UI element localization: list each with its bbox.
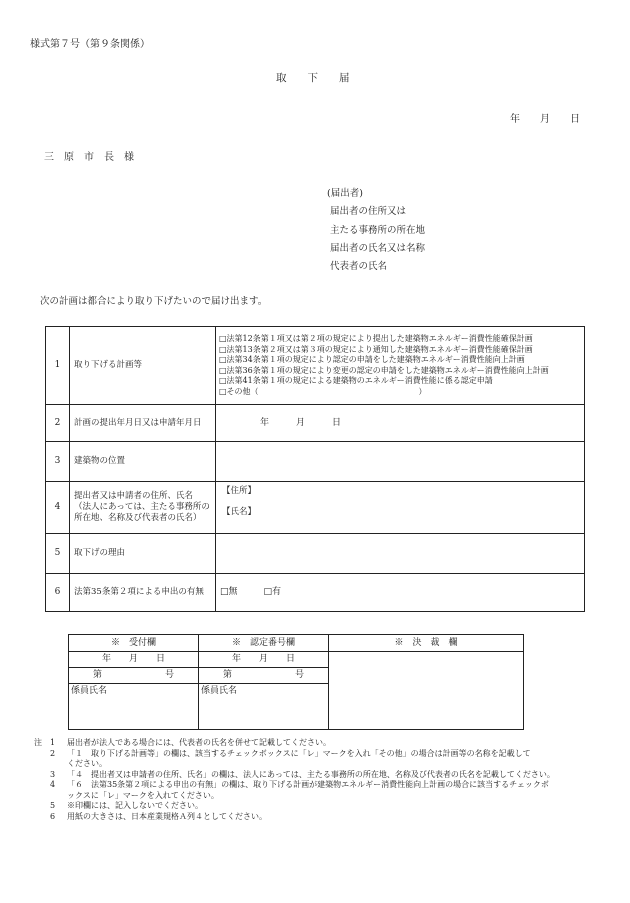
note-number: 1 bbox=[50, 738, 56, 747]
applicant-name-label: 届出者の氏名又は名称 bbox=[330, 243, 426, 254]
note-item bbox=[50, 738, 610, 749]
row-number: 5 bbox=[46, 534, 70, 574]
table-row bbox=[46, 534, 585, 574]
row-label-submission-date: 計画の提出年月日又は申請年月日 bbox=[70, 405, 216, 442]
row-number: 4 bbox=[46, 482, 70, 534]
note-number: 3 bbox=[50, 769, 56, 779]
approval-header: ※ 決 裁 欄 bbox=[329, 635, 524, 652]
reception-date: 年 月 日 bbox=[69, 652, 199, 668]
row-label-plans: 取り下げる計画等 bbox=[70, 327, 216, 405]
building-location-field[interactable] bbox=[216, 442, 585, 482]
option-plan-article-12[interactable]: □法第12条第１項又は第２項の規定により提出した建築物エネルギー消費性能確保計画 bbox=[219, 334, 533, 343]
note-item bbox=[50, 749, 610, 770]
note-item bbox=[50, 780, 610, 801]
table-row bbox=[46, 574, 585, 612]
applicant-office-label: 主たる事務所の所在地 bbox=[330, 225, 426, 236]
address-label: 【住所】 bbox=[222, 486, 257, 496]
note-number: 2 bbox=[50, 748, 56, 758]
checkbox-no[interactable]: □無 bbox=[220, 587, 238, 597]
note-line: ックスに「レ」マークを入れてください。 bbox=[67, 790, 219, 800]
note-line: ください。 bbox=[67, 759, 107, 768]
submission-date-field[interactable]: 年 月 日 bbox=[216, 405, 585, 442]
option-plan-article-36[interactable]: □法第36条第１項の規定により変更の認定の申請をした建築物エネルギー消費性能向上計画 bbox=[219, 365, 549, 375]
checkbox-yes[interactable]: □有 bbox=[263, 587, 282, 597]
option-plan-other[interactable]: □その他（ ） bbox=[219, 386, 427, 396]
reception-header: ※ 受付欄 bbox=[69, 635, 199, 652]
table-row bbox=[46, 327, 585, 405]
option-plan-article-34[interactable]: □法第34条第１項の規定により認定の申請をした建築物エネルギー消費性能向上計画 bbox=[219, 355, 525, 364]
applicant-representative-label: 代表者の氏名 bbox=[330, 261, 388, 272]
note-item bbox=[50, 801, 610, 812]
approval-area bbox=[329, 652, 524, 730]
note-line: ※印欄には、記入しないでください。 bbox=[67, 801, 203, 810]
row-label-applicant bbox=[70, 482, 216, 534]
note-line: 「６ 法第35条第２項による申出の有無」の欄は、取り下げる計画が建築物エネルギー消費性能向上計画の場合に該当するチェックボ bbox=[67, 780, 549, 789]
row-label-building-location: 建築物の位置 bbox=[70, 442, 216, 482]
reception-staff-area bbox=[69, 700, 199, 730]
applicant-field[interactable] bbox=[216, 482, 585, 534]
note-line: 届出者が法人である場合には、代表者の氏名を併せて記載してください。 bbox=[67, 738, 331, 747]
label-line: 提出者又は申請者の住所、氏名 bbox=[74, 491, 194, 501]
intro-text: 次の計画は都合により取り下げたいので届け出ます。 bbox=[40, 296, 268, 307]
note-item bbox=[50, 812, 610, 823]
reception-staff-label: 係員氏名 bbox=[69, 684, 199, 700]
certification-number-header: ※ 認定番号欄 bbox=[199, 635, 329, 652]
certification-date: 年 月 日 bbox=[199, 652, 329, 668]
row-number: 1 bbox=[46, 327, 70, 405]
plan-type-options[interactable] bbox=[216, 327, 585, 405]
applicant-heading: (届出者) bbox=[327, 188, 363, 199]
table-row bbox=[46, 405, 585, 442]
certification-staff-label: 係員氏名 bbox=[199, 684, 329, 700]
label-line: （法人にあっては、主たる事務所の bbox=[74, 502, 210, 512]
note-number: 6 bbox=[50, 811, 56, 821]
applicant-address-label: 届出者の住所又は bbox=[330, 206, 407, 217]
note-item bbox=[50, 770, 610, 781]
note-number: 5 bbox=[50, 801, 56, 810]
reason-field[interactable] bbox=[216, 534, 585, 574]
note-line: 「４ 提出者又は申請者の住所、氏名」の欄は、法人にあっては、主たる事務所の所在地、名称及び代表者の氏名を記載してください。 bbox=[67, 769, 555, 779]
label-line: 所在地、名称及び代表者の氏名） bbox=[74, 513, 202, 523]
certification-number: 第 号 bbox=[199, 668, 329, 684]
note-number: 4 bbox=[50, 780, 56, 789]
notes-label: 注 bbox=[34, 738, 42, 747]
table-row bbox=[46, 482, 585, 534]
row-number: 6 bbox=[46, 574, 70, 612]
page-title: 取 下 届 bbox=[276, 72, 350, 84]
addressee: 三 原 市 長 様 bbox=[44, 152, 134, 163]
name-label: 【氏名】 bbox=[222, 507, 257, 517]
note-line: 用紙の大きさは、日本産業規格Ａ列４としてください。 bbox=[67, 811, 267, 821]
table-row bbox=[46, 442, 585, 482]
date-line: 年 月 日 bbox=[510, 114, 580, 125]
office-use-table bbox=[68, 634, 524, 730]
reception-number: 第 号 bbox=[69, 668, 199, 684]
row-number: 2 bbox=[46, 405, 70, 442]
notes-list bbox=[50, 738, 610, 822]
option-plan-article-41[interactable]: □法第41条第１項の規定による建築物のエネルギー消費性能に係る認定申請 bbox=[219, 376, 493, 385]
form-number: 様式第７号（第９条関係） bbox=[30, 39, 150, 50]
row-label-request: 法第35条第２項による申出の有無 bbox=[70, 574, 216, 612]
row-label-reason: 取下げの理由 bbox=[70, 534, 216, 574]
row-number: 3 bbox=[46, 442, 70, 482]
option-plan-article-13[interactable]: □法第13条第２項又は第３項の規定により通知した建築物エネルギー消費性能確保計画 bbox=[219, 344, 533, 354]
certification-staff-area bbox=[199, 700, 329, 730]
withdrawal-form-table bbox=[45, 326, 585, 612]
note-line: 「１ 取り下げる計画等」の欄は、該当するチェックボックスに「レ」マークを入れ「その他」の場合は計画等の名称を記載して bbox=[67, 748, 531, 758]
request-options bbox=[216, 574, 585, 612]
